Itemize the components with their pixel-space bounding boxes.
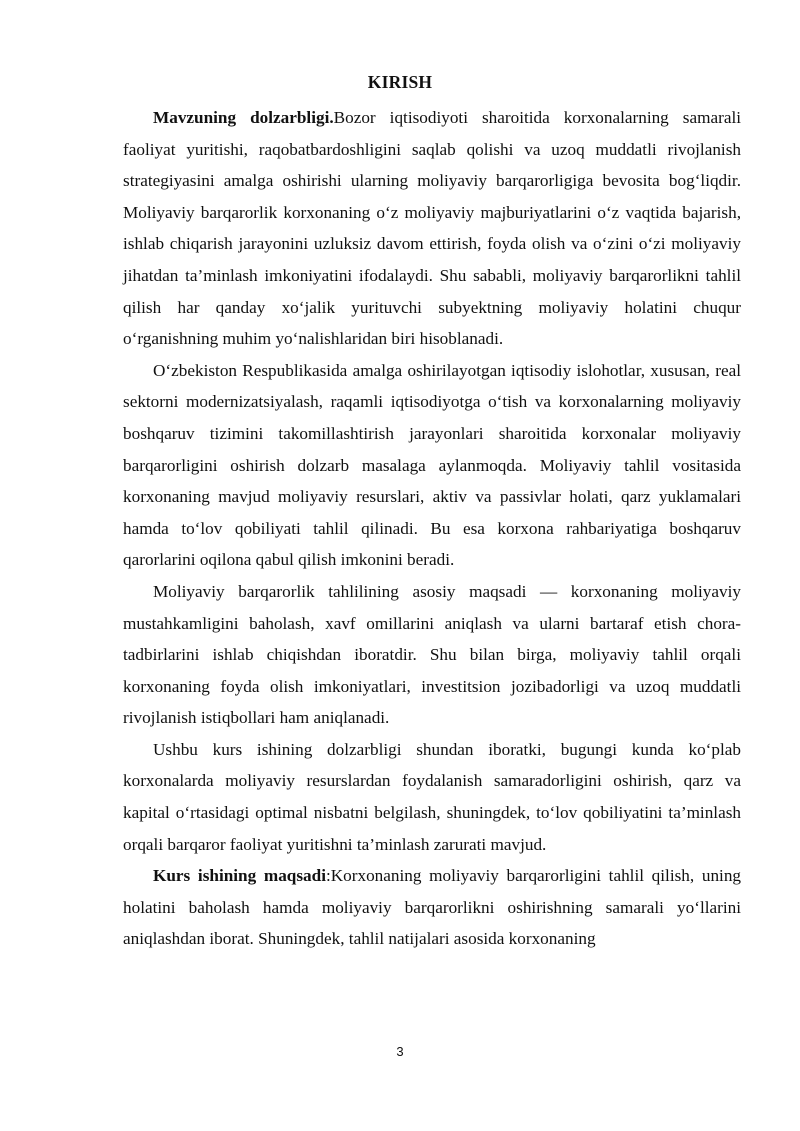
- paragraph-text: O‘zbekiston Respublikasida amalga oshirilayotgan iqtisodiy islohotlar, xususan, real sektorni modernizatsiyalash, raqamli iqtisodiyotga o‘tish va korxonalarning moliyaviy boshqaruv tizimini takomillashtirish jarayonlari sharoitida korxonalar moliyaviy barqarorligini oshirish dolzarb masalaga aylanmoqda. Moliyaviy tahlil vositasida korxonaning mavjud moliyaviy resurslari, aktiv va passivlar holati, qarz yuklamalari hamda to‘lov qobiliyati tahlil qilinadi. Bu esa korxona rahbariyatiga boshqaruv qarorlarini oqilona qabul qilish imkonini beradi.: [123, 360, 741, 570]
- section-heading: KIRISH: [367, 72, 433, 92]
- paragraph-reforms: [123, 355, 741, 576]
- paragraph-text: Moliyaviy barqarorlik tahlilining asosiy maqsadi — korxonaning moliyaviy mustahkamligini baholash, xavf omillarini aniqlash va ularni bartaraf etish chora-tadbirlarini ishlab chiqishdan iboratdir. Shu bilan birga, moliyaviy tahlil orqali korxonaning foyda olish imkoniyatlari, investitsion jozibadorligi va uzoq muddatli rivojlanish istiqbollari ham aniqlanadi.: [123, 581, 741, 728]
- paragraph-lead: Mavzuning dolzarbligi.: [153, 108, 334, 127]
- paragraph-analysis-goal: [123, 576, 741, 734]
- paragraph-course-relevance: [123, 734, 741, 860]
- paragraph-text: Bozor iqtisodiyoti sharoitida korxonalarning samarali faoliyat yuritishi, raqobatbardoshligini saqlab qolishi va uzoq muddatli rivojlanish strategiyasini amalga oshirishi ularning moliyaviy barqarorligiga bevosita bog‘liqdir. Moliyaviy barqarorlik korxonaning o‘z moliyaviy majburiyatlarini o‘z vaqtida bajarish, ishlab chiqarish jarayonini uzluksiz davom ettirish, foyda olish va o‘zini o‘zi moliyaviy jihatdan ta’minlash imkoniyatini ifodalaydi. Shu sababli, moliyaviy barqarorlikni tahlil qilish har qanday xo‘jalik yurituvchi subyektning moliyaviy holatini chuqur o‘rganishning muhim yo‘nalishlaridan biri hisoblanadi.: [123, 108, 742, 349]
- paragraph-lead: Kurs ishining maqsadi: [153, 866, 326, 886]
- paragraph-relevance: [123, 102, 741, 355]
- paragraph-text: Ushbu kurs ishining dolzarbligi shundan iboratki, bugungi kunda ko‘plab korxonalarda moliyaviy resurslardan foydalanish samaradorligini oshirish, qarz va kapital o‘rtasidagi optimal nisbatni belgilash, shuningdek, to‘lov qobiliyatini ta’minlash orqali barqaror faoliyat yuritishni ta’minlash zarurati mavjud.: [123, 739, 741, 854]
- body-text: [123, 102, 741, 955]
- page-number: 3: [396, 1044, 404, 1059]
- paragraph-text: :Korxonaning moliyaviy barqarorligini tahlil qilish, uning holatini baholash hamda moliyaviy barqarorlikni oshirishning samarali yo‘llarini aniqlashdan iborat. Shuningdek, tahlil natijalari asosida korxonaning: [123, 866, 742, 949]
- paragraph-course-goal: [123, 860, 741, 955]
